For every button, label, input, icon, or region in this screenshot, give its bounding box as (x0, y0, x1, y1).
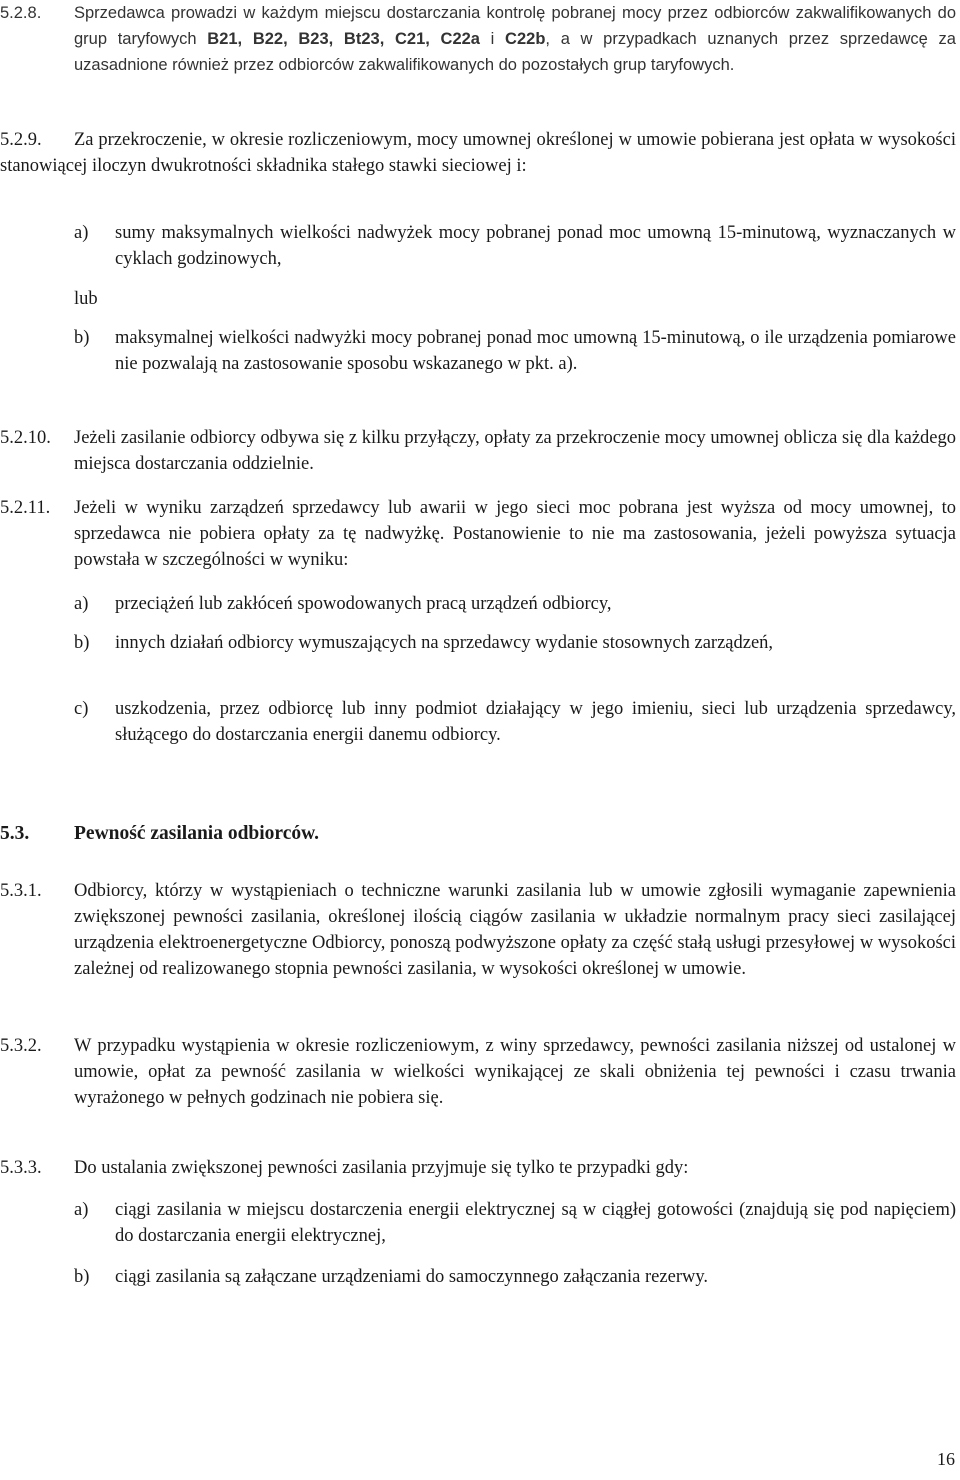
list-item: przeciążeń lub zakłóceń spowodowanych pracą urządzeń odbiorcy, (115, 594, 612, 614)
section-number: 5.2.11. (0, 498, 51, 518)
list-item: maksymalnej wielkości nadwyżki mocy pobranej ponad moc umowną 15-minutową, o ile urządzenia pomiarowe nie pozwalają na zastosowanie sposobu wskazanego w pkt. a). (115, 328, 956, 374)
section-number: 5.3.1. (0, 881, 42, 901)
list-item: ciągi zasilania są załączane urządzeniami do samoczynnego załączania rezerwy. (115, 1267, 709, 1287)
section-5-3-2-text: W przypadku wystąpienia w okresie rozliczeniowym, z winy sprzedawcy, pewności zasilania niższej od ustalonej w umowie, opłat za pewność zasilania w wielkości wynikającej ze skali obniżenia tej pewności i czasu trwania wyrażonego w pełnych godzinach nie pobiera się. (74, 1036, 956, 1108)
item-label: c) (74, 699, 89, 719)
list-item: sumy maksymalnych wielkości nadwyżek mocy pobranej ponad moc umowną 15-minutową, wyznaczanych w cyklach godzinowych, (115, 223, 956, 269)
tariff-group-bold: C22b (505, 30, 546, 48)
section-heading: Pewność zasilania odbiorców. (74, 823, 320, 844)
item-label: b) (74, 633, 90, 653)
section-number: 5.2.8. (0, 4, 42, 22)
section-5-3-1-text: Odbiorcy, którzy w wystąpieniach o techniczne warunki zasilania lub w umowie zgłosili wymaganie zapewnienia zwiększonej pewności zasilania, określonej ilością ciągów zasilania w układzie normalnym pracy sieci zasilającej urządzenia elektroenergetyczne Odbiorcy, ponoszą podwyższone opłaty za część stałą usługi przesyłowej w wysokości zależnej od realizowanego stopnia pewności zasilania, w wysokości określonej w umowie. (74, 881, 956, 979)
text-run: Sprzedawca prowadzi w każdym miejscu dostarczania kontrolę pobranej mocy przez odbiorców zakwalifikowanych do grup taryfowych (74, 4, 956, 48)
section-5-2-11-text: Jeżeli w wyniku zarządzeń sprzedawcy lub awarii w jego sieci moc pobrana jest wyższa od mocy umownej, to sprzedawca nie pobiera opłaty za tę nadwyżkę. Postanowienie to nie ma zastosowania, jeżeli powyższa sytuacja powstała w szczególności w wyniku: (74, 498, 956, 570)
item-label: b) (74, 328, 90, 348)
section-number: 5.2.9. (0, 130, 42, 150)
list-item: innych działań odbiorcy wymuszających na sprzedawcy wydanie stosownych zarządzeń, (115, 633, 774, 653)
list-item: uszkodzenia, przez odbiorcę lub inny podmiot działający w jego imieniu, sieci lub urządzenia sprzedawcy, służącego do dostarczania energii danemu odbiorcy. (115, 699, 956, 745)
page-number: 16 (937, 1449, 955, 1469)
item-label: b) (74, 1267, 90, 1287)
list-item: ciągi zasilania w miejscu dostarczenia energii elektrycznej są w ciągłej gotowości (znajdują się pod napięciem) do dostarczania energii elektrycznej, (115, 1200, 956, 1246)
item-label: a) (74, 1200, 89, 1220)
section-number: 5.3.2. (0, 1036, 42, 1056)
or-connector: lub (74, 289, 98, 309)
section-5-2-10-text: Jeżeli zasilanie odbiorcy odbywa się z kilku przyłączy, opłaty za przekroczenie mocy umownej oblicza się dla każdego miejsca dostarczania oddzielnie. (74, 428, 956, 474)
section-5-2-9-text: Za przekroczenie, w okresie rozliczeniowym, mocy umownej określonej w umowie pobierana jest opłata w wysokości stanowiącej iloczyn dwukrotności składnika stałego stawki sieciowej i: (0, 130, 956, 176)
section-number: 5.2.10. (0, 428, 51, 448)
item-label: a) (74, 223, 89, 243)
heading-number: 5.3. (0, 823, 30, 844)
tariff-groups-bold: B21, B22, B23, Bt23, C21, C22a (207, 30, 480, 48)
item-label: a) (74, 594, 89, 614)
section-5-3-3-text: Do ustalania zwiększonej pewności zasilania przyjmuje się tylko te przypadki gdy: (74, 1158, 689, 1178)
text-run: i (479, 30, 506, 48)
section-5-2-8-text (74, 0, 956, 78)
section-number: 5.3.3. (0, 1158, 42, 1178)
text-run: , a w przypadkach uznanych przez sprzedawcę za uzasadnione również przez odbiorców zakwalifikowanych do pozostałych grup taryfowych. (74, 30, 956, 74)
